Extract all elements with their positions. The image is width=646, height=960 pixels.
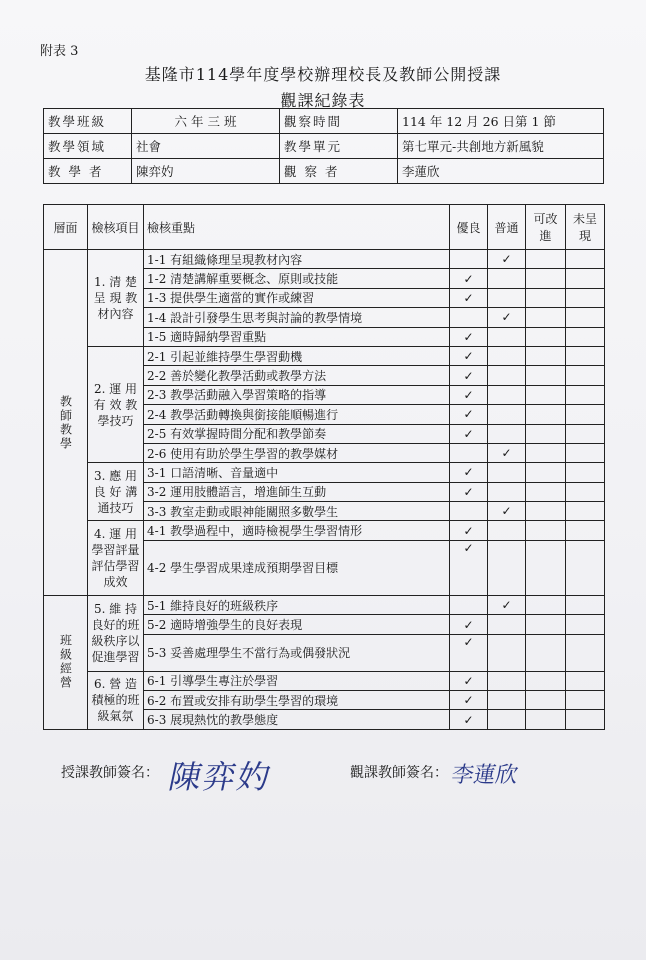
category-label: 1. 清 楚呈 現 教材內容 [88,250,144,347]
check-point: 6-2 布置或安排有助學生學習的環境 [144,691,450,710]
rating-improve-cell [526,634,566,671]
rating-improve-cell [526,308,566,327]
teacher-value: 陳弈妁 [132,159,280,184]
rating-good-cell [450,502,488,521]
rating-unmet-cell [566,691,605,710]
rating-improve-cell [526,502,566,521]
rating-unmet-cell [566,250,605,269]
rating-good-cell: ✓ [450,482,488,501]
rating-unmet-cell [566,346,605,365]
checklist-table [43,204,605,730]
rating-unmet-cell [566,634,605,671]
rating-unmet-cell [566,405,605,424]
rating-unmet-cell [566,424,605,443]
header-unmet: 未呈現 [566,205,605,250]
class-label: 教學班級 [44,109,132,134]
check-point: 2-1 引起並維持學生學習動機 [144,346,450,365]
section-label: 班級經營 [44,596,88,730]
appendix-label: 附表 3 [40,44,79,59]
rating-good-cell [450,596,488,615]
rating-unmet-cell [566,443,605,462]
rating-normal-cell [488,521,526,540]
header-point: 檢核重點 [144,205,450,250]
rating-good-cell: ✓ [450,634,488,671]
observer-label: 觀 察 者 [280,159,398,184]
rating-good-cell [450,443,488,462]
rating-normal-cell: ✓ [488,502,526,521]
info-row [44,159,604,184]
rating-improve-cell [526,463,566,482]
checklist-row [44,521,605,540]
rating-normal-cell [488,463,526,482]
rating-improve-cell [526,288,566,307]
category-label: 3. 應 用良 好 溝通技巧 [88,463,144,521]
info-table [43,108,604,184]
rating-normal-cell [488,405,526,424]
check-point: 2-3 教學活動融入學習策略的指導 [144,385,450,404]
form-subtitle: 觀課紀錄表 [280,91,366,110]
section-label: 教師教學 [44,250,88,596]
check-point: 1-4 設計引發學生思考與討論的教學情境 [144,308,450,327]
rating-normal-cell [488,269,526,288]
header-good: 優良 [450,205,488,250]
rating-normal-cell: ✓ [488,596,526,615]
rating-unmet-cell [566,366,605,385]
rating-normal-cell [488,671,526,690]
field-label: 教學領域 [44,134,132,159]
rating-unmet-cell [566,327,605,346]
rating-good-cell: ✓ [450,385,488,404]
check-point: 2-2 善於變化教學活動或教學方法 [144,366,450,385]
unit-value: 第七單元-共創地方新風貌 [398,134,604,159]
rating-unmet-cell [566,615,605,634]
teacher-label: 教 學 者 [44,159,132,184]
check-point: 1-5 適時歸納學習重點 [144,327,450,346]
check-point: 4-1 教學過程中，適時檢視學生學習情形 [144,521,450,540]
rating-unmet-cell [566,540,605,595]
category-label: 5. 維 持良好的班級秩序以促進學習 [88,596,144,672]
checklist-row [44,346,605,365]
category-label: 2. 運 用有 效 教學技巧 [88,346,144,462]
rating-unmet-cell [566,463,605,482]
rating-good-cell [450,250,488,269]
rating-good-cell: ✓ [450,366,488,385]
rating-normal-cell [488,346,526,365]
rating-improve-cell [526,269,566,288]
header-normal: 普通 [488,205,526,250]
check-point: 1-2 清楚講解重要概念、原則或技能 [144,269,450,288]
rating-good-cell: ✓ [450,327,488,346]
rating-improve-cell [526,691,566,710]
rating-unmet-cell [566,502,605,521]
rating-normal-cell [488,288,526,307]
rating-improve-cell [526,596,566,615]
time-label: 觀察時間 [280,109,398,134]
rating-good-cell: ✓ [450,405,488,424]
check-point: 3-2 運用肢體語言，增進師生互動 [144,482,450,501]
rating-improve-cell [526,327,566,346]
checklist-row [44,463,605,482]
observer-signature-label: 觀課教師簽名： [350,765,448,781]
header-improve: 可改進 [526,205,566,250]
check-point: 5-1 維持良好的班級秩序 [144,596,450,615]
check-point: 4-2 學生學習成果達成預期學習目標 [144,540,450,595]
teacher-signature: 陳弈妁 [165,758,276,796]
rating-improve-cell [526,346,566,365]
checklist-row [44,671,605,690]
rating-improve-cell [526,366,566,385]
rating-normal-cell [488,691,526,710]
rating-good-cell: ✓ [450,269,488,288]
rating-unmet-cell [566,710,605,729]
rating-good-cell: ✓ [450,615,488,634]
unit-label: 教學單元 [280,134,398,159]
rating-normal-cell [488,327,526,346]
rating-normal-cell [488,424,526,443]
rating-improve-cell [526,443,566,462]
rating-improve-cell [526,482,566,501]
check-point: 5-2 適時增強學生的良好表現 [144,615,450,634]
check-point: 3-1 口語清晰、音量適中 [144,463,450,482]
rating-improve-cell [526,540,566,595]
header-item: 檢核項目 [88,205,144,250]
category-label: 4. 運 用學習評量評估學習成效 [88,521,144,596]
time-value: 114 年 12 月 26 日第 1 節 [398,109,604,134]
rating-normal-cell [488,710,526,729]
check-point: 2-6 使用有助於學生學習的教學媒材 [144,443,450,462]
teacher-signature-label: 授課教師簽名： [61,765,159,781]
rating-good-cell: ✓ [450,346,488,365]
rating-unmet-cell [566,308,605,327]
check-point: 3-3 教室走動或眼神能關照多數學生 [144,502,450,521]
field-value: 社會 [132,134,280,159]
check-point: 6-1 引導學生專注於學習 [144,671,450,690]
rating-good-cell: ✓ [450,463,488,482]
rating-good-cell [450,308,488,327]
checklist-row [44,596,605,615]
check-point: 5-3 妥善處理學生不當行為或偶發狀況 [144,634,450,671]
rating-normal-cell [488,366,526,385]
rating-improve-cell [526,615,566,634]
checklist-row [44,250,605,269]
header-level: 層面 [44,205,88,250]
form-title: 基隆市114學年度學校辦理校長及教師公開授課 [144,65,502,84]
rating-unmet-cell [566,269,605,288]
rating-unmet-cell [566,288,605,307]
rating-good-cell: ✓ [450,288,488,307]
rating-improve-cell [526,405,566,424]
info-row [44,109,604,134]
rating-improve-cell [526,385,566,404]
rating-good-cell: ✓ [450,671,488,690]
rating-normal-cell [488,385,526,404]
rating-improve-cell [526,250,566,269]
rating-good-cell: ✓ [450,424,488,443]
rating-unmet-cell [566,385,605,404]
check-point: 1-3 提供學生適當的實作或練習 [144,288,450,307]
rating-unmet-cell [566,482,605,501]
rating-good-cell: ✓ [450,710,488,729]
category-label: 6. 營 造積極的班級氣氛 [88,671,144,729]
rating-unmet-cell [566,596,605,615]
check-point: 2-5 有效掌握時間分配和教學節奏 [144,424,450,443]
rating-normal-cell: ✓ [488,443,526,462]
rating-improve-cell [526,710,566,729]
rating-unmet-cell [566,521,605,540]
check-point: 6-3 展現熱忱的教學態度 [144,710,450,729]
check-point: 2-4 教學活動轉換與銜接能順暢進行 [144,405,450,424]
rating-improve-cell [526,521,566,540]
rating-improve-cell [526,424,566,443]
class-value: 六 年 三 班 [132,109,280,134]
rating-normal-cell: ✓ [488,250,526,269]
rating-normal-cell [488,482,526,501]
header-row [44,205,605,250]
info-row [44,134,604,159]
observer-value: 李蓮欣 [398,159,604,184]
rating-normal-cell: ✓ [488,308,526,327]
rating-normal-cell [488,615,526,634]
rating-normal-cell [488,540,526,595]
observer-signature: 李蓮欣 [449,763,520,788]
rating-normal-cell [488,634,526,671]
rating-good-cell: ✓ [450,691,488,710]
check-point: 1-1 有組織條理呈現教材內容 [144,250,450,269]
rating-improve-cell [526,671,566,690]
rating-unmet-cell [566,671,605,690]
rating-good-cell: ✓ [450,521,488,540]
rating-good-cell: ✓ [450,540,488,595]
